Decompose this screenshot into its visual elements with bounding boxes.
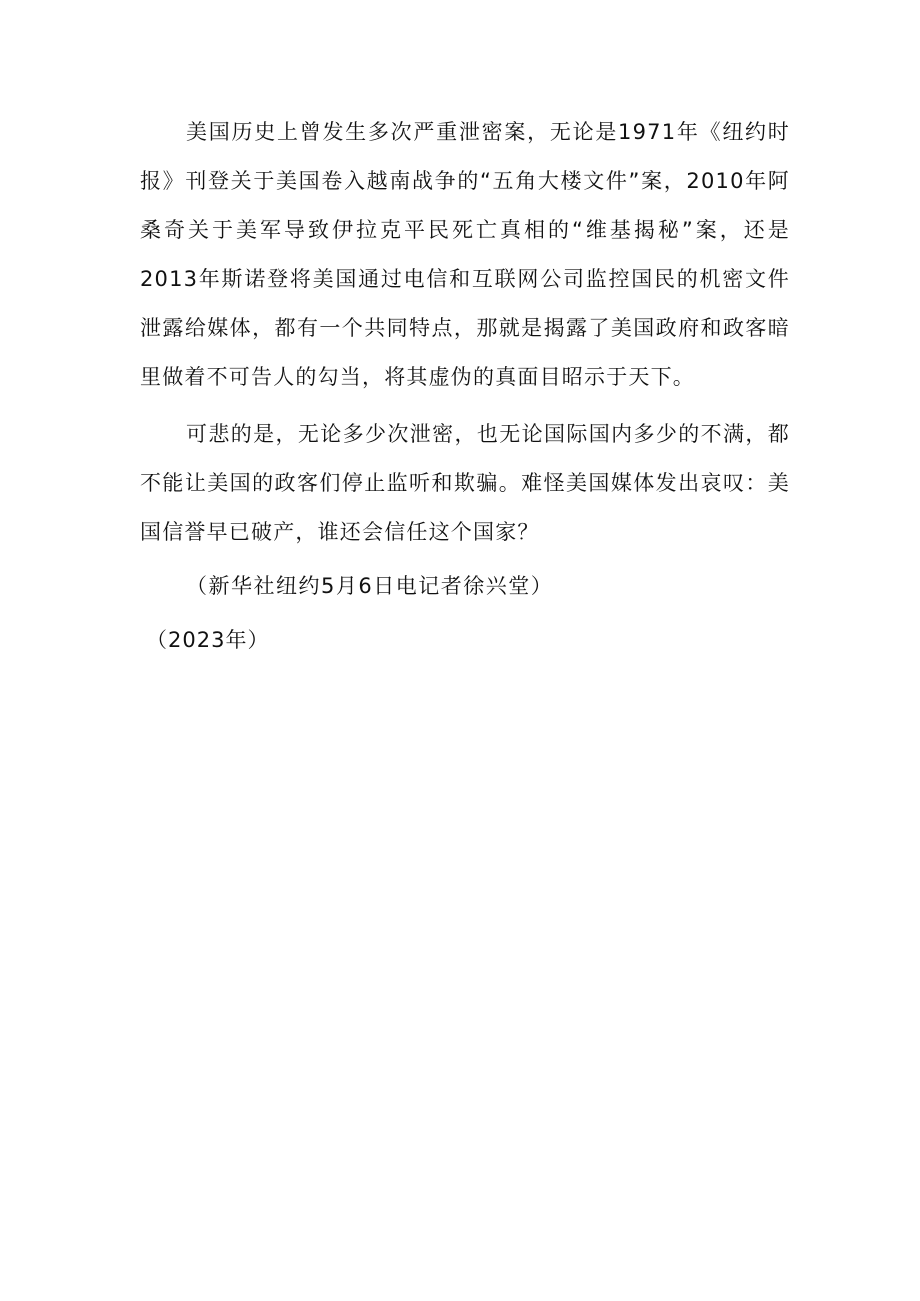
- byline: （新华社纽约5月6日电记者徐兴堂）: [186, 574, 554, 598]
- year-note: （2023年）: [146, 628, 270, 652]
- paragraph-surveillance-leaks: 美国历史上曾发生多次严重泄密案，无论是1971年《纽约时报》刊登关于美国卷入越南战争的“五角大楼文件”案，2010年阿桑奇关于美军导致伊拉克平民死亡真相的“维基揭秘”案，还是2013年斯诺登将美国通过电信和互联网公司监控国民的机密文件泄露给媒体，都有一个共同特点，那就是揭露了美国政府和政客暗里做着不可告人的勾当，将其虚伪的真面目昭示于天下。: [140, 120, 790, 389]
- paragraph-conclusion: 可悲的是，无论多少次泄密，也无论国际国内多少的不满，都不能让美国的政客们停止监听和欺骗。难怪美国媒体发出哀叹：美国信誉早已破产，谁还会信任这个国家？: [140, 422, 790, 544]
